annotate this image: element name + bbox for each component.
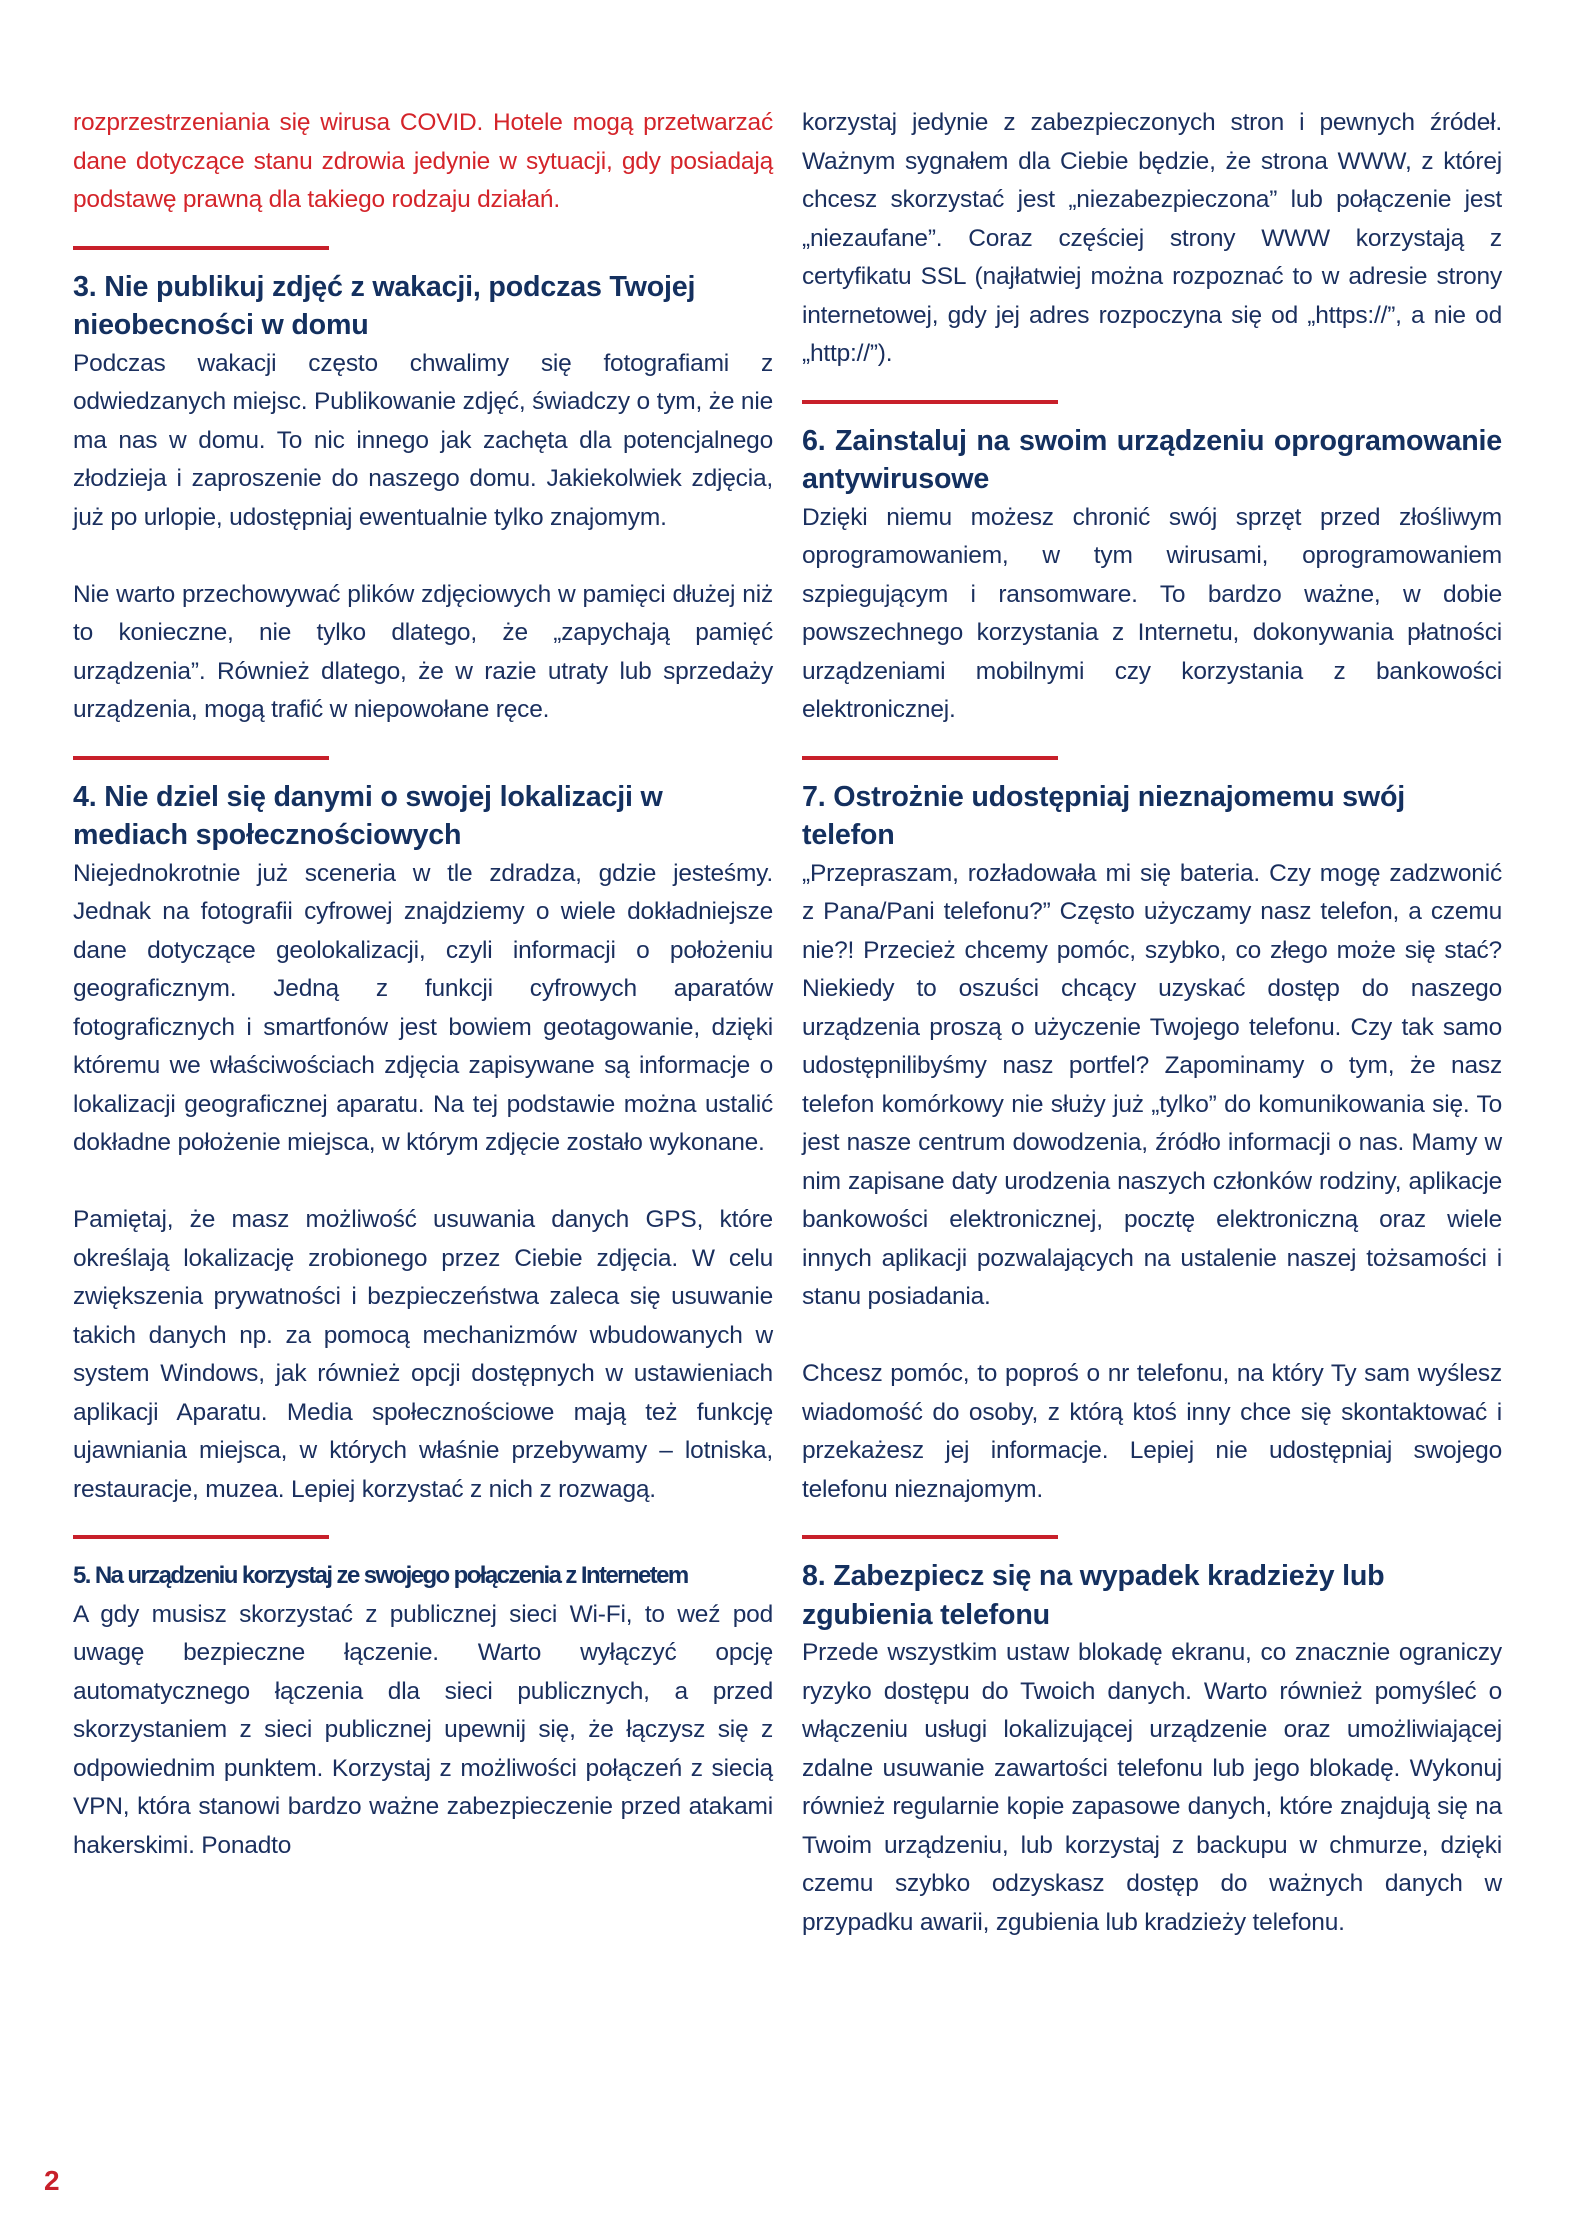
section-divider [73,1535,329,1539]
section-divider [802,1535,1058,1539]
left-column [73,104,773,1865]
section-4-heading: 4. Nie dziel się danymi o swojej lokalizacji w mediach społecznościowych [73,780,663,851]
section-7-paragraph-2: Chcesz pomóc, to poproś o nr telefonu, na który Ty sam wyślesz wiadomość do osoby, z którą ktoś inny chce się skontaktować i przekażesz jej informacje. Lepiej nie udostępniaj swojego telefonu nieznajomym. [802,1360,1502,1503]
section-5 [73,1557,773,1865]
section-3-paragraph-1: Podczas wakacji często chwalimy się fotografiami z odwiedzanych miejsc. Publikowanie zdjęć, świadczy o tym, że nie ma nas w domu. To nic innego jak zachęta dla potencjalnego złodzieja i zaproszenie do naszego domu. Jakiekolwiek zdjęcia, już po urlopie, udostępniaj ewentualnie tylko znajomym. [73,349,773,531]
section-6-heading: 6. Zainstaluj na swoim urządzeniu oprogramowanie antywirusowe [802,424,1502,495]
section-4-paragraph-1: Niejednokrotnie już sceneria w tle zdradza, gdzie jesteśmy. Jednak na fotografii cyfrowej znajdziemy o wiele dokładniejsze dane dotyczące geolokalizacji, czyli informacji o położeniu geograficznym. Jedną z funkcji cyfrowych aparatów fotograficznych i smartfonów jest bowiem geotagowanie, dzięki któremu we właściwościach zdjęcia zapisywane są informacje o lokalizacji geograficznej aparatu. Na tej podstawie można ustalić dokładne położenie miejsca, w którym zdjęcie zostało wykonane. [73,859,773,1156]
covid-note-paragraph: rozprzestrzeniania się wirusa COVID. Hotele mogą przetwarzać dane dotyczące stanu zdrowia jedynie w sytuacji, gdy posiadają podstawę prawną dla takiego rodzaju działań. [73,109,773,213]
section-3-paragraph-2: Nie warto przechowywać plików zdjęciowych w pamięci dłużej niż to konieczne, nie tylko dlatego, że „zapychają pamięć urządzenia”. Również dlatego, że w razie utraty lub sprzedaży urządzenia, mogą trafić w niepowołane ręce. [73,580,773,723]
section-5-continued-paragraph: korzystaj jedynie z zabezpieczonych stron i pewnych źródeł. Ważnym sygnałem dla Ciebie będzie, że strona WWW, z której chcesz skorzystać jest „niezabezpieczona” lub połączenie jest „niezaufane”. Coraz częściej strony WWW korzystają z certyfikatu SSL (najłatwiej można rozpoznać to w adresie strony internetowej, gdy jej adres rozpoczyna się od „https://”, a nie od „http://”). [802,109,1502,367]
page-number: 2 [44,2165,60,2196]
section-divider [73,756,329,760]
section-3 [73,268,773,730]
section-8-paragraph-1: Przede wszystkim ustaw blokadę ekranu, co znacznie ograniczy ryzyko dostępu do Twoich danych. Warto również pomyśleć o włączeniu usługi lokalizującej urządzenie oraz umożliwiającej zdalne usuwanie zawartości telefonu lub jego blokadę. Wykonuj również regularnie kopie zapasowe danych, które znajdują się na Twoim urządzeniu, lub korzystaj z backupu w chmurze, dzięki czemu szybko odzyskasz dostęp do ważnych danych w przypadku awarii, zgubienia lub kradzieży telefonu. [802,1639,1502,1936]
section-6 [802,422,1502,730]
section-7 [802,778,1502,1510]
right-column [802,104,1502,1942]
section-8 [802,1557,1502,1942]
section-divider [802,400,1058,404]
section-4-paragraph-2: Pamiętaj, że masz możliwość usuwania danych GPS, które określają lokalizację zrobionego przez Ciebie zdjęcia. W celu zwiększenia prywatności i bezpieczeństwa zaleca się usuwanie takich danych np. za pomocą mechanizmów wbudowanych w system Windows, jak również opcji dostępnych w ustawieniach aplikacji Aparatu. Media społecznościowe mają też funkcję ujawniania miejsca, w których właśnie przebywamy – lotniska, restauracje, muzea. Lepiej korzystać z nich z rozwagą. [73,1206,773,1503]
section-divider [802,756,1058,760]
section-4 [73,778,773,1510]
section-6-paragraph-1: Dzięki niemu możesz chronić swój sprzęt przed złośliwym oprogramowaniem, w tym wirusami, oprogramowaniem szpiegującym i ransomware. To bardzo ważne, w dobie powszechnego korzystania z Internetu, dokonywania płatności urządzeniami mobilnymi czy korzystania z bankowości elektronicznej. [802,503,1502,723]
section-8-heading: 8. Zabezpiecz się na wypadek kradzieży lub zgubienia telefonu [802,1560,1385,1631]
section-7-heading: 7. Ostrożnie udostępniaj nieznajomemu swój telefon [802,780,1406,851]
section-5-heading: 5. Na urządzeniu korzystaj ze swojego połączenia z Internetem [73,1562,688,1589]
section-5-paragraph-1: A gdy musisz skorzystać z publicznej sieci Wi-Fi, to weź pod uwagę bezpieczne łączenie. Warto wyłączyć opcję automatycznego łączenia dla sieci publicznych, a przed skorzystaniem z sieci publicznej upewnij się, że łączysz się z odpowiednim punktem. Korzystaj z możliwości połączeń z siecią VPN, która stanowi bardzo ważne zabezpieczenie przed atakami hakerskimi. Ponadto [73,1600,773,1859]
section-divider [73,246,329,250]
section-3-heading: 3. Nie publikuj zdjęć z wakacji, podczas Twojej nieobecności w domu [73,270,696,341]
section-7-paragraph-1: „Przepraszam, rozładowała mi się bateria. Czy mogę zadzwonić z Pana/Pani telefonu?” Często użyczamy nasz telefon, a czemu nie?! Przecież chcemy pomóc, szybko, co złego może się stać? Niekiedy to oszuści chcący uzyskać dostęp do naszego urządzenia proszą o użyczenie Twojego telefonu. Czy tak samo udostępnilibyśmy nasz portfel? Zapominamy o tym, że nasz telefon komórkowy nie służy już „tylko” do komunikowania się. To jest nasze centrum dowodzenia, źródło informacji o nas. Mamy w nim zapisane daty urodzenia naszych członków rodziny, aplikacje bankowości elektronicznej, pocztę elektroniczną oraz wiele innych aplikacji pozwalających na ustalenie naszej tożsamości i stanu posiadania. [802,859,1502,1310]
